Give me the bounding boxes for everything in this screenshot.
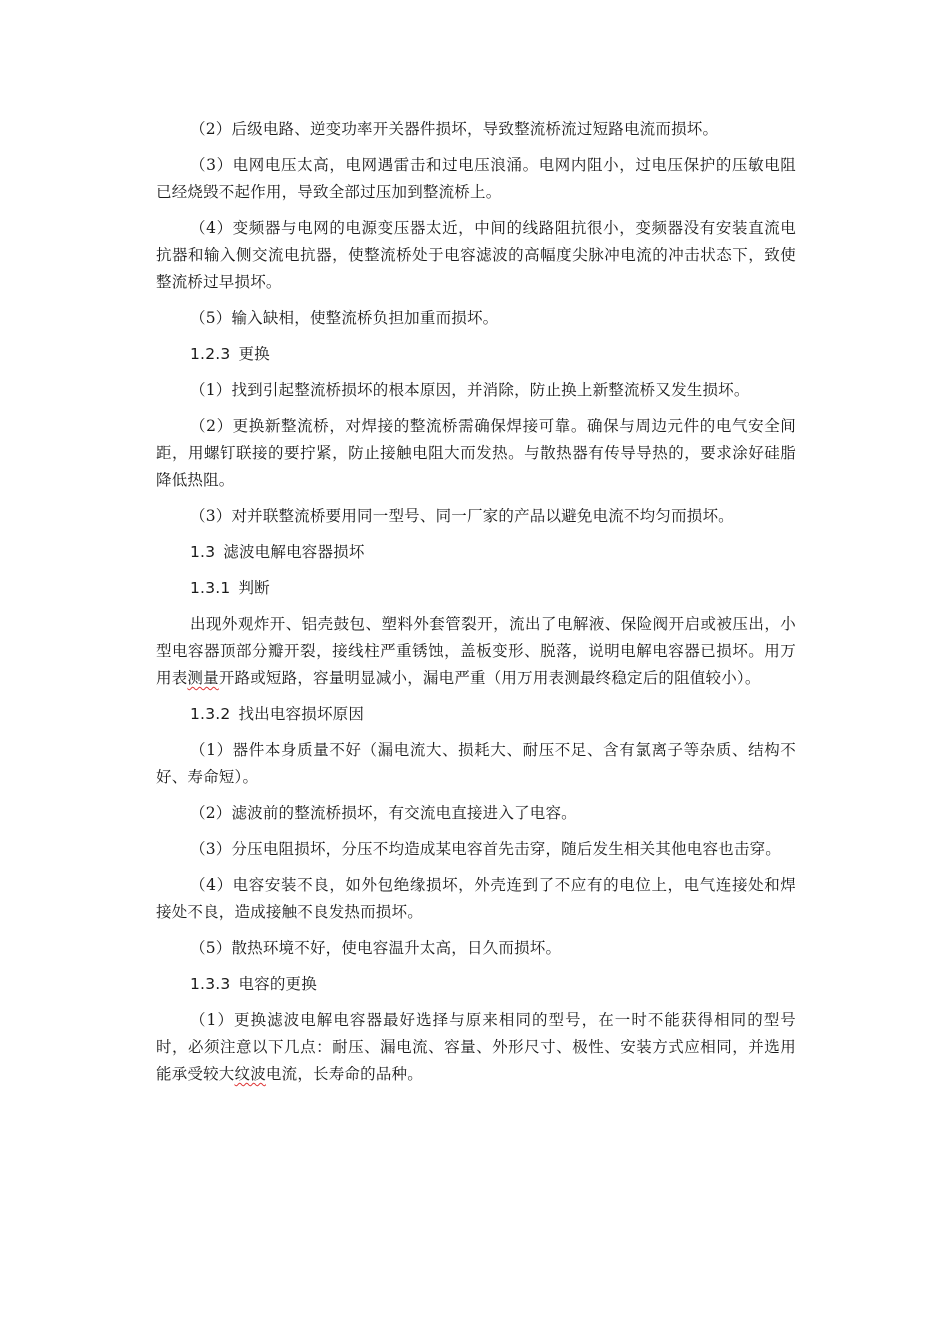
spellcheck-marked-text: 测量 [187,669,219,687]
paragraph: （3）分压电阻损坏，分压不均造成某电容首先击穿，随后发生相关其他电容也击穿。 [190,840,781,858]
text-run: 电流，长寿命的品种。 [265,1065,423,1083]
section-title: 电容的更换 [238,975,317,993]
paragraph: （2）后级电路、逆变功率开关器件损坏，导致整流桥流过短路电流而损坏。 [190,120,719,138]
section-title: 更换 [238,345,270,363]
section-title: 判断 [238,579,270,597]
paragraph: （1）器件本身质量不好（漏电流大、损耗大、耐压不足、含有氯离子等杂质、结构不好、寿命短）。 [156,741,796,786]
paragraph: （5）散热环境不好，使电容温升太高，日久而损坏。 [190,939,562,957]
spellcheck-marked-text: 纹波 [234,1065,266,1083]
section-number: 1.2.3 [190,345,231,363]
paragraph [156,611,796,692]
paragraph [156,1007,796,1088]
text-run: 出现外观炸开、铝壳鼓包、塑料外套管裂开，流出了电解液、保险阀开启或被压出，小型电容器顶部分瓣开裂，接线柱严重锈蚀，盖板变形、脱落，说明电解电容器已损坏。用万用表 [156,615,796,687]
paragraph: （4）变频器与电网的电源变压器太近，中间的线路阻抗很小，变频器没有安装直流电抗器和输入侧交流电抗器，使整流桥处于电容滤波的高幅度尖脉冲电流的冲击状态下，致使整流桥过早损坏。 [156,219,796,291]
section-heading [156,341,796,368]
document-body [156,116,796,1097]
text-run: （1）更换滤波电解电容器最好选择与原来相同的型号，在一时不能获得相同的型号时，必须注意以下几点：耐压、漏电流、容量、外形尺寸、极性、安装方式应相同，并选用能承受较大 [156,1011,796,1083]
section-number: 1.3 [190,543,216,561]
paragraph: （4）电容安装不良，如外包绝缘损坏，外壳连到了不应有的电位上，电气连接处和焊接处不良，造成接触不良发热而损坏。 [156,876,796,921]
section-title: 滤波电解电容器损坏 [223,543,365,561]
paragraph: （3）对并联整流桥要用同一型号、同一厂家的产品以避免电流不均匀而损坏。 [190,507,734,525]
text-run: 开路或短路，容量明显减小，漏电严重（用万用表测最终稳定后的阻值较小）。 [218,669,761,687]
paragraph: （3）电网电压太高，电网遇雷击和过电压浪涌。电网内阻小，过电压保护的压敏电阻已经烧毁不起作用，导致全部过压加到整流桥上。 [156,156,796,201]
section-heading [156,701,796,728]
section-heading [156,575,796,602]
section-title: 找出电容损坏原因 [238,705,365,723]
paragraph: （1）找到引起整流桥损坏的根本原因，并消除，防止换上新整流桥又发生损坏。 [190,381,750,399]
section-heading [156,971,796,998]
paragraph: （2）更换新整流桥，对焊接的整流桥需确保焊接可靠。确保与周边元件的电气安全间距，用螺钉联接的要拧紧，防止接触电阻大而发热。与散热器有传导导热的，要求涂好硅脂降低热阻。 [156,417,796,489]
section-number: 1.3.1 [190,579,231,597]
section-heading [156,539,796,566]
paragraph: （5）输入缺相，使整流桥负担加重而损坏。 [190,309,499,327]
section-number: 1.3.3 [190,975,231,993]
section-number: 1.3.2 [190,705,231,723]
paragraph: （2）滤波前的整流桥损坏，有交流电直接进入了电容。 [190,804,577,822]
